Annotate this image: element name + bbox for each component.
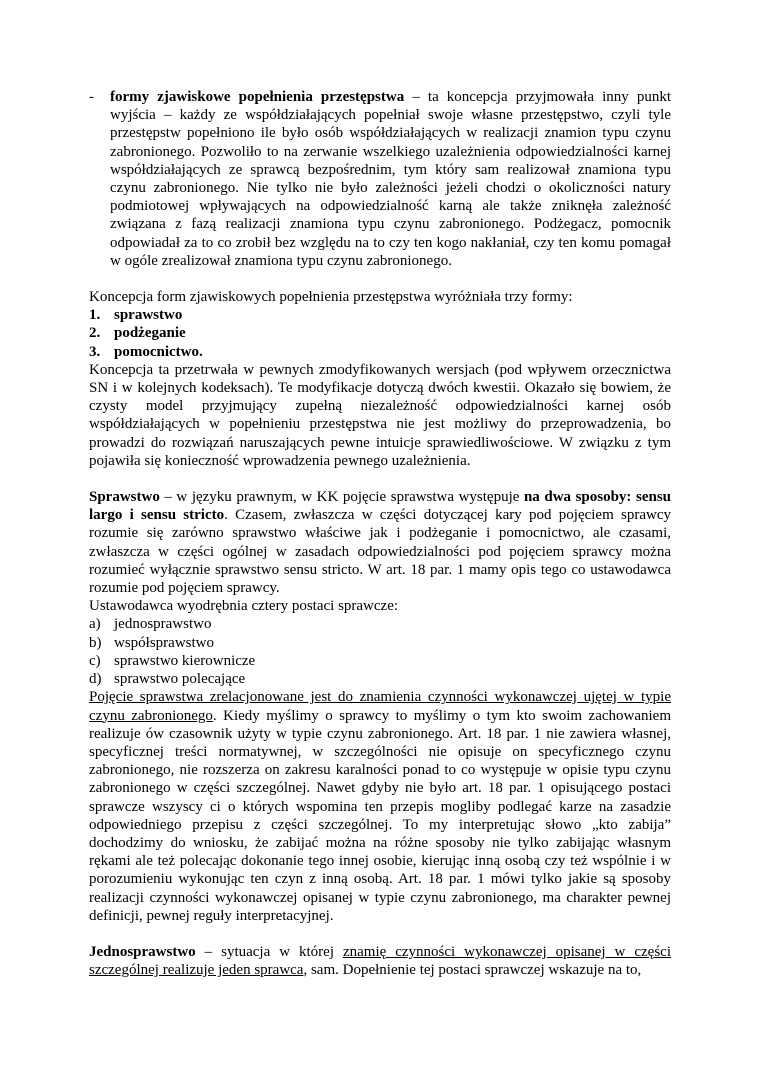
list-letter: a) xyxy=(89,616,101,633)
list-item-label: sprawstwo kierownicze xyxy=(114,652,256,669)
paragraph-text: – sytuacja w której xyxy=(195,943,343,960)
underlined-text: znamię czynności wykonawczej opisanej w części szczególnej realizuje jeden sprawca xyxy=(89,943,671,979)
term-jednosprawstwo: Jednosprawstwo xyxy=(89,943,196,960)
list-item-label: sprawstwo polecające xyxy=(114,671,246,688)
list-number: 1. xyxy=(89,307,101,324)
list-item-label: podżeganie xyxy=(114,325,186,342)
term-dwa-sposoby: na dwa sposoby: sensu largo i sensu stricto xyxy=(89,489,671,524)
list-dash: - xyxy=(89,89,94,105)
list-item-label: sprawstwo xyxy=(114,307,183,324)
document-page xyxy=(89,88,671,979)
list-item xyxy=(89,634,671,652)
list-item xyxy=(89,652,671,670)
paragraph-sprawstwo xyxy=(89,488,671,597)
list-item-label: współsprawstwo xyxy=(114,634,214,651)
paragraph-koncepcja: Koncepcja ta przetrwała w pewnych zmodyfikowanych wersjach (pod wpływem orzecznictwa SN i w kolejnych kodeksach). Te modyfikacje dotyczą dwóch kwestii. Okazało się bowiem, że czysty model przyjmujący zupełną niezależność odpowiedzialności karnej osób współdziałających w popełnieniu przestępstwa nie jest możliwy do przeprowadzenia, bo prowadzi do rozwiązań naruszających pewne intuicje sprawiedliwościowe. W związku z tym pojawiła się konieczność wprowadzenia pewnego uzależnienia. xyxy=(89,361,671,469)
list-item-label: pomocnictwo. xyxy=(114,343,203,360)
list-item xyxy=(89,343,671,361)
list-item xyxy=(89,615,671,633)
list-item xyxy=(89,670,671,688)
list-letter: b) xyxy=(89,634,102,651)
paragraph-text: , sam. Dopełnienie tej postaci sprawczej wskazuje na to, xyxy=(303,962,642,979)
paragraph-text: . Kiedy myślimy o sprawcy to myślimy o tym kto swoim zachowaniem realizuje ów czasownik użyty w typie czynu zabronionego. Art. 18 par. 1 nie zawiera własnej, specyficznej treści normatywnej, w szczególności nie opisuje on specyficznego czynu zabronionego, nie rozszerza on zakresu karalności ponad to co występuje w opisie typu czynu zabronionego w części szczególnej. Nawet gdyby nie było art. 18 par. 1 opisującego postaci sprawcze wszyscy ci o których wspomina ten przepis mogliby podlegać karze na zasadzie odpowiedniego przepisu z części szczególnej. To my interpretując słowo „kto zabija” dochodzimy do wniosku, że zabijać można na różne sposoby nie tylko zabijając własnym rękami ale też polecając dokonanie tego innej osobie, kierując inną osobą czy też wspólnie i w porozumieniu wykonując ten czyn z inną osobą. Art. 18 par. 1 mówi tylko jakie są sposoby realizacji czynności wykonawczej opisanej w typie czynu zabronionego, ma charakter pewnej definicji, pewnej reguły interpretacyjnej. xyxy=(89,707,671,924)
list-item xyxy=(89,324,671,342)
term-formy-zjawiskowe: formy zjawiskowe popełnienia przestępstwa xyxy=(110,89,405,105)
underlined-text: Pojęcie sprawstwa zrelacjonowane jest do znamienia czynności wykonawczej ujętej w typie czynu zabronionego xyxy=(89,689,671,724)
paragraph-text: – w języku prawnym, w KK pojęcie sprawstwa występuje xyxy=(159,489,524,506)
paragraph-pojecie-sprawstwa xyxy=(89,688,671,925)
list-letter: c) xyxy=(89,652,101,669)
paragraph-text: – ta koncepcja przyjmowała inny punkt wyjścia – każdy ze współdziałających popełniał swoje własne przestępstwo, czyli tyle przestępstw popełniono ile było osób współdziałających w realizacji znamion typu czynu zabronionego. Pozwoliło to na zerwanie wszelkiego uzależnienia odpowiedzialności karnej współdziałających ze sprawcą bezpośrednim, tym który sam realizował znamiona typu czynu zabronionego. Nie tylko nie było zależności jeżeli chodzi o okoliczności natury podmiotowej wpływających na odpowiedzialność karną ale także zniknęła zależność związana z fazą realizacji znamiona typu czynu zabronionego. Podżegacz, pomocnik odpowiadał za to co zrobił bez względu na to czy ten kogo nakłaniał, czy ten komu pomagał w ogóle zrealizował znamiona typu czynu zabronionego. xyxy=(110,89,671,269)
paragraph-jednosprawstwo xyxy=(89,943,671,979)
list-letter: d) xyxy=(89,671,102,688)
paragraph-postaci-intro: Ustawodawca wyodrębnia cztery postaci sprawcze: xyxy=(89,598,399,615)
term-sprawstwo: Sprawstwo xyxy=(89,489,160,506)
paragraph-text: . Czasem, zwłaszcza w części dotyczącej kary pod pojęciem sprawcy rozumie się zarówno sprawstwo właściwe jak i podżeganie i pomocnictwo, ale czasami, zwłaszcza w części ogólnej w zasadach odpowiedzialności pod pojęciem sprawcy można rozumieć wyłącznie sprawstwo sensu stricto. W art. 18 par. 1 mamy opis tego co ustawodawca rozumie pod pojęciem sprawcy. xyxy=(89,507,671,597)
list-item xyxy=(89,306,671,324)
list-number: 3. xyxy=(89,343,101,360)
list-item-label: jednosprawstwo xyxy=(114,616,212,633)
paragraph-formy-zjawiskowe xyxy=(89,88,671,270)
list-number: 2. xyxy=(89,325,101,342)
paragraph-forms-intro: Koncepcja form zjawiskowych popełnienia przestępstwa wyróżniała trzy formy: xyxy=(89,289,573,306)
